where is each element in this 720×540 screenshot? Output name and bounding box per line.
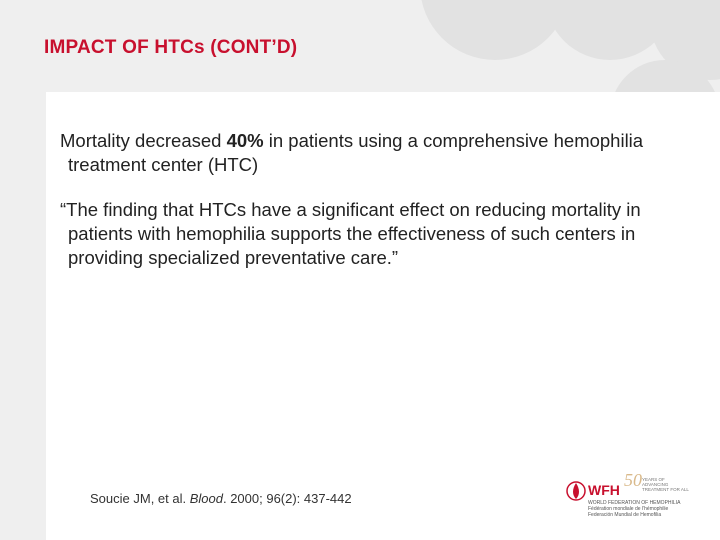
- logo-name-es: Federación Mundial de Hemofilia: [588, 512, 662, 518]
- citation: [90, 491, 352, 506]
- mortality-text-end: in patients using a comprehensive hemophilia treatment center (HTC): [68, 130, 644, 175]
- logo-tagline: YEARS OF ADVANCING TREATMENT FOR ALL: [642, 477, 689, 492]
- bullet-mortality: [60, 129, 668, 177]
- quote-paragraph: “The finding that HTCs have a significant effect on reducing mortality in patients with hemophilia supports the effectiveness of such centers in providing specialized preventative care.”: [60, 199, 641, 268]
- slide-title: IMPACT OF HTCs (CONT’D): [44, 37, 298, 58]
- logo-wordmark: WFH: [588, 482, 620, 498]
- logo-organization-names: [588, 500, 690, 518]
- logo-name-en: WORLD FEDERATION OF HEMOPHILIA: [588, 500, 681, 506]
- wfh-logo: [566, 470, 690, 524]
- citation-details: . 2000; 96(2): 437-442: [222, 491, 352, 506]
- citation-journal: Blood: [189, 491, 223, 506]
- mortality-text-start: Mortality decreased: [60, 130, 227, 151]
- logo-name-fr: Fédération mondiale de l’hémophilie: [588, 506, 669, 512]
- mortality-percentage: 40%: [226, 130, 264, 151]
- logo-anniversary: 50: [624, 470, 642, 490]
- wfh-emblem-icon: [566, 480, 586, 502]
- citation-authors: Soucie JM, et al.: [90, 491, 190, 506]
